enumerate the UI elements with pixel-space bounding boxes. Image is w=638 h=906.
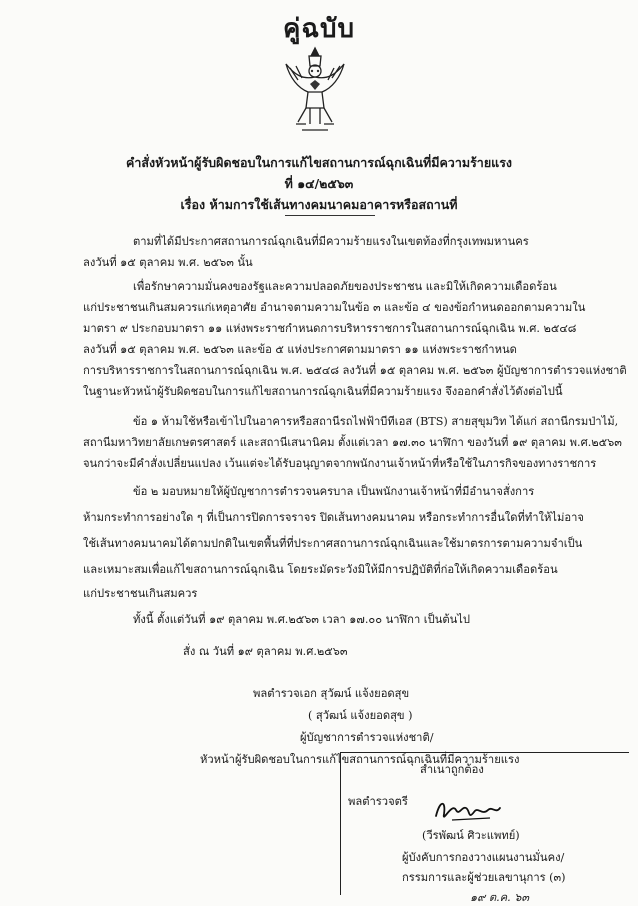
body-line: มาตรา ๙ ประกอบมาตรา ๑๑ แห่งพระราชกำหนดการบริหารราชการในสถานการณ์ฉุกเฉิน พ.ศ. ๒๕๔๘ <box>83 322 577 335</box>
order-number: ที่ ๑๔/๒๕๖๓ <box>284 176 354 191</box>
order-title: คำสั่งหัวหน้าผู้รับผิดชอบในการแก้ไขสถานการณ์ฉุกเฉินที่มีความร้ายแรง <box>125 155 513 170</box>
body-line: เพื่อรักษาความมั่นคงของรัฐและความปลอดภัยของประชาชน และมิให้เกิดความเดือดร้อน <box>133 280 557 293</box>
signatory-position: หัวหน้าผู้รับผิดชอบในการแก้ไขสถานการณ์ฉุกเฉินที่มีความร้ายแรง <box>200 753 520 766</box>
ordered-date-line: สั่ง ณ วันที่ ๑๙ ตุลาคม พ.ศ.๒๕๖๓ <box>183 645 348 658</box>
signatory-rank-name: พลตำรวจเอก สุวัฒน์ แจ้งยอดสุข <box>253 687 410 700</box>
body-line: ห้ามกระทำการอย่างใด ๆ ที่เป็นการปิดการจราจร ปิดเส้นทางคมนาคม หรือกระทำการอื่นใดที่ทำให้ไม่อาจ <box>83 511 584 524</box>
body-line: และเหมาะสมเพื่อแก้ไขสถานการณ์ฉุกเฉิน โดยระมัดระวังมิให้มีการปฏิบัติที่ก่อให้เกิดความเดือดร้อน <box>83 563 558 576</box>
body-line: ตามที่ได้มีประกาศสถานการณ์ฉุกเฉินที่มีความร้ายแรงในเขตท้องที่กรุงเทพมหานคร <box>133 235 529 248</box>
signatory-name: ( สุวัฒน์ แจ้งยอดสุข ) <box>308 709 413 722</box>
body-line: ลงวันที่ ๑๕ ตุลาคม พ.ศ. ๒๕๖๓ และข้อ ๕ แห่งประกาศตามมาตรา ๑๑ แห่งพระราชกำหนด <box>83 343 517 356</box>
title-divider <box>285 215 375 216</box>
handwritten-signature-icon <box>432 796 504 826</box>
body-line: ข้อ ๑ ห้ามใช้หรือเข้าไปในอาคารหรือสถานีรถไฟฟ้าบีทีเอส (BTS) สายสุขุมวิท ได้แก่ สถานีกรมป่าไม้, <box>133 415 619 428</box>
signatory-position: ผู้บัญชาการตำรวจแห่งชาติ/ <box>300 731 434 744</box>
certifier-position: กรรมการและผู้ช่วยเลขานุการ (๓) <box>402 871 566 884</box>
copy-correct-label: สำเนาถูกต้อง <box>420 763 484 776</box>
body-line: ลงวันที่ ๑๕ ตุลาคม พ.ศ. ๒๕๖๓ นั้น <box>83 256 253 269</box>
body-line: การบริหารราชการในสถานการณ์ฉุกเฉิน พ.ศ. ๒๕๔๘ ลงวันที่ ๑๕ ตุลาคม พ.ศ. ๒๕๖๓ ผู้บัญชาการตำรวจแห่งชาติ <box>83 364 627 377</box>
body-line: ข้อ ๒ มอบหมายให้ผู้บัญชาการตำรวจนครบาล เป็นพนักงานเจ้าหน้าที่มีอำนาจสั่งการ <box>133 485 535 498</box>
copy-stamp: คู่ฉบับ <box>282 14 356 44</box>
body-line: จนกว่าจะมีคำสั่งเปลี่ยนแปลง เว้นแต่จะได้รับอนุญาตจากพนักงานเจ้าหน้าที่หรือใช้ในภารกิจของทางราชการ <box>83 457 597 470</box>
certifier-rank: พลตำรวจตรี <box>348 795 408 808</box>
body-line: สถานีมหาวิทยาลัยเกษตรศาสตร์ และสถานีเสนานิคม ตั้งแต่เวลา ๑๗.๓๐ นาฬิกา ของวันที่ ๑๙ ตุลาคม พ.ศ.๒๕๖๓ <box>83 436 622 449</box>
certification-date: ๑๙ ต.ค. ๖๓ <box>470 891 530 904</box>
garuda-emblem-icon <box>280 44 350 134</box>
body-line: ในฐานะหัวหน้าผู้รับผิดชอบในการแก้ไขสถานการณ์ฉุกเฉินที่มีความร้ายแรง จึงออกคำสั่งไว้ดังต่อไปนี้ <box>83 385 563 398</box>
certifier-name: (วีรพัฒน์ ศิวะแพทย์) <box>422 829 520 842</box>
body-line: ใช้เส้นทางคมนาคมได้ตามปกติในเขตพื้นที่ที่ประกาศสถานการณ์ฉุกเฉินและใช้มาตรการตามความจำเป็น <box>83 537 583 550</box>
order-subject: เรื่อง ห้ามการใช้เส้นทางคมนาคมอาคารหรือสถานที่ <box>180 197 458 212</box>
body-line: แก่ประชาชนเกินสมควร <box>83 587 198 600</box>
effective-date-line: ทั้งนี้ ตั้งแต่วันที่ ๑๙ ตุลาคม พ.ศ.๒๕๖๓ เวลา ๑๗.๐๐ นาฬิกา เป็นต้นไป <box>133 613 470 626</box>
body-line: แก่ประชาชนเกินสมควรแก่เหตุอาศัย อำนาจตามความในข้อ ๓ และข้อ ๔ ของข้อกำหนดออกตามความใน <box>83 301 586 314</box>
certifier-position: ผู้บังคับการกองวางแผนงานมั่นคง/ <box>402 851 565 864</box>
